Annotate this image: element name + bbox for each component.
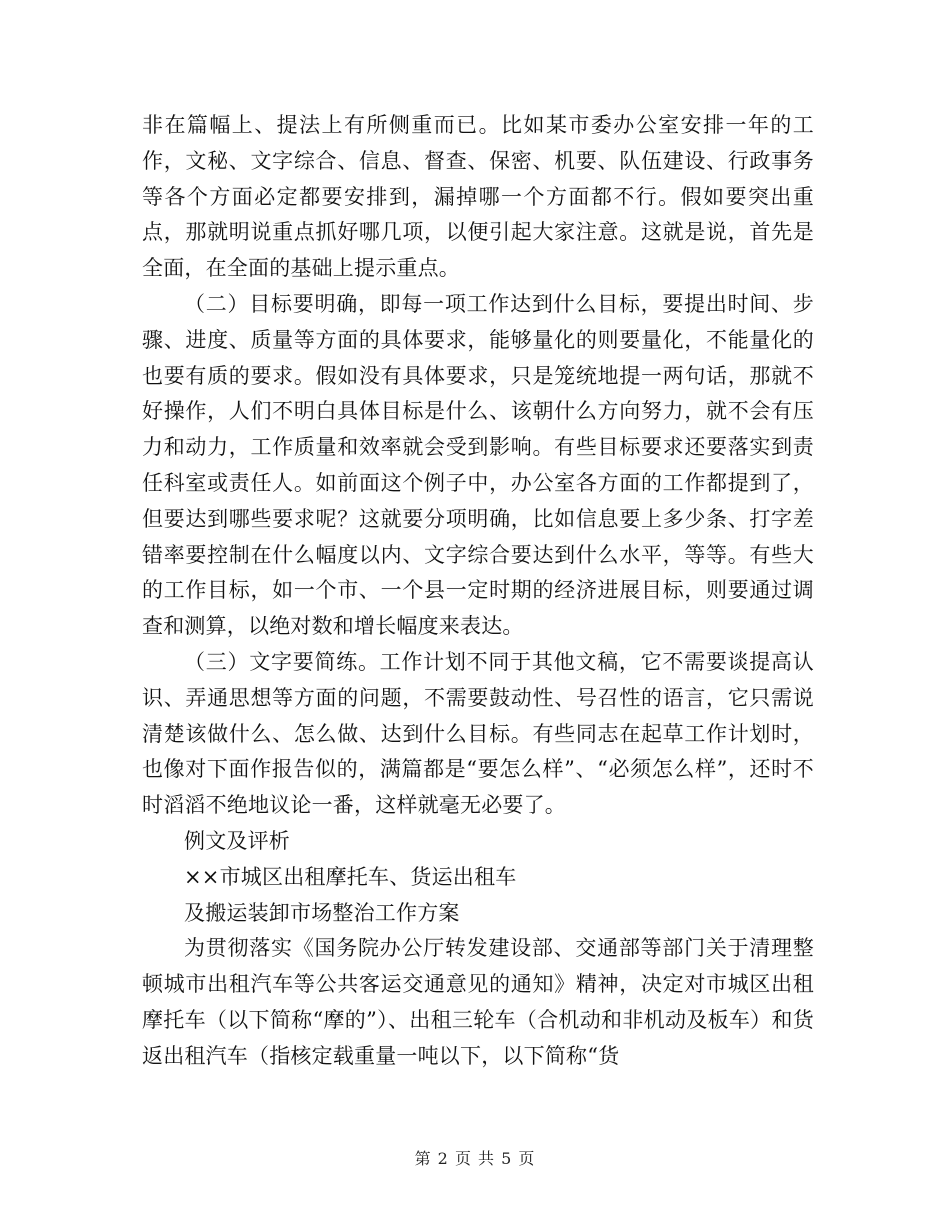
paragraph-concise-writing: （三）文字要简练。工作计划不同于其他文稿，它不需要谈提高认识、弄通思想等方面的问题，不需要鼓动性、号召性的语言，它只需说清楚该做什么、怎么做、达到什么目标。有些同志在起草工作计划时，也像对下面作报告似的，满篇都是“要怎么样”、“必须怎么样”，还时不时滔滔不绝地议论一番，这样就毫无必要了。 [142,649,814,818]
document-body [142,108,814,1075]
section-heading-example: 例文及评析 [184,828,290,853]
paragraph-example-opening: 为贯彻落实《国务院办公厅转发建设部、交通部等部门关于清理整顿城市出租汽车等公共客运交通意见的通知》精神，决定对市城区出租摩托车（以下简称“摩的”）、出租三轮车（合机动和非机动及板车）和货返出租汽车（指核定载重量一吨以下，以下简称“货 [142,936,814,1068]
paragraph-goal-clarity: （二）目标要明确，即每一项工作达到什么目标，要提出时间、步骤、进度、质量等方面的具体要求，能够量化的则要量化，不能量化的也要有质的要求。假如没有具体要求，只是笼统地提一两句话，那就不好操作，人们不明白具体目标是什么、该朝什么方向努力，就不会有压力和动力，工作质量和效率就会受到影响。有些目标要求还要落实到责任科室或责任人。如前面这个例子中，办公室各方面的工作都提到了，但要达到哪些要求呢？这就要分项明确，比如信息要上多少条、打字差错率要控制在什么幅度以内、文字综合要达到什么水平，等等。有些大的工作目标，如一个市、一个县一定时期的经济进展目标，则要通过调查和测算，以绝对数和增长幅度来表达。 [142,291,814,639]
example-title-line-2: 及搬运装卸市场整治工作方案 [184,900,460,925]
example-title-line-1: ××市城区出租摩托车、货运出租车 [184,864,517,889]
page-number-footer: 第 2 页 共 5 页 [414,1149,536,1168]
paragraph-continuation: 非在篇幅上、提法上有所侧重而已。比如某市委办公室安排一年的工作，文秘、文字综合、信息、督查、保密、机要、队伍建设、行政事务等各个方面必定都要安排到，漏掉哪一个方面都不行。假如要突出重点，那就明说重点抓好哪几项，以便引起大家注意。这就是说，首先是全面，在全面的基础上提示重点。 [142,113,814,281]
